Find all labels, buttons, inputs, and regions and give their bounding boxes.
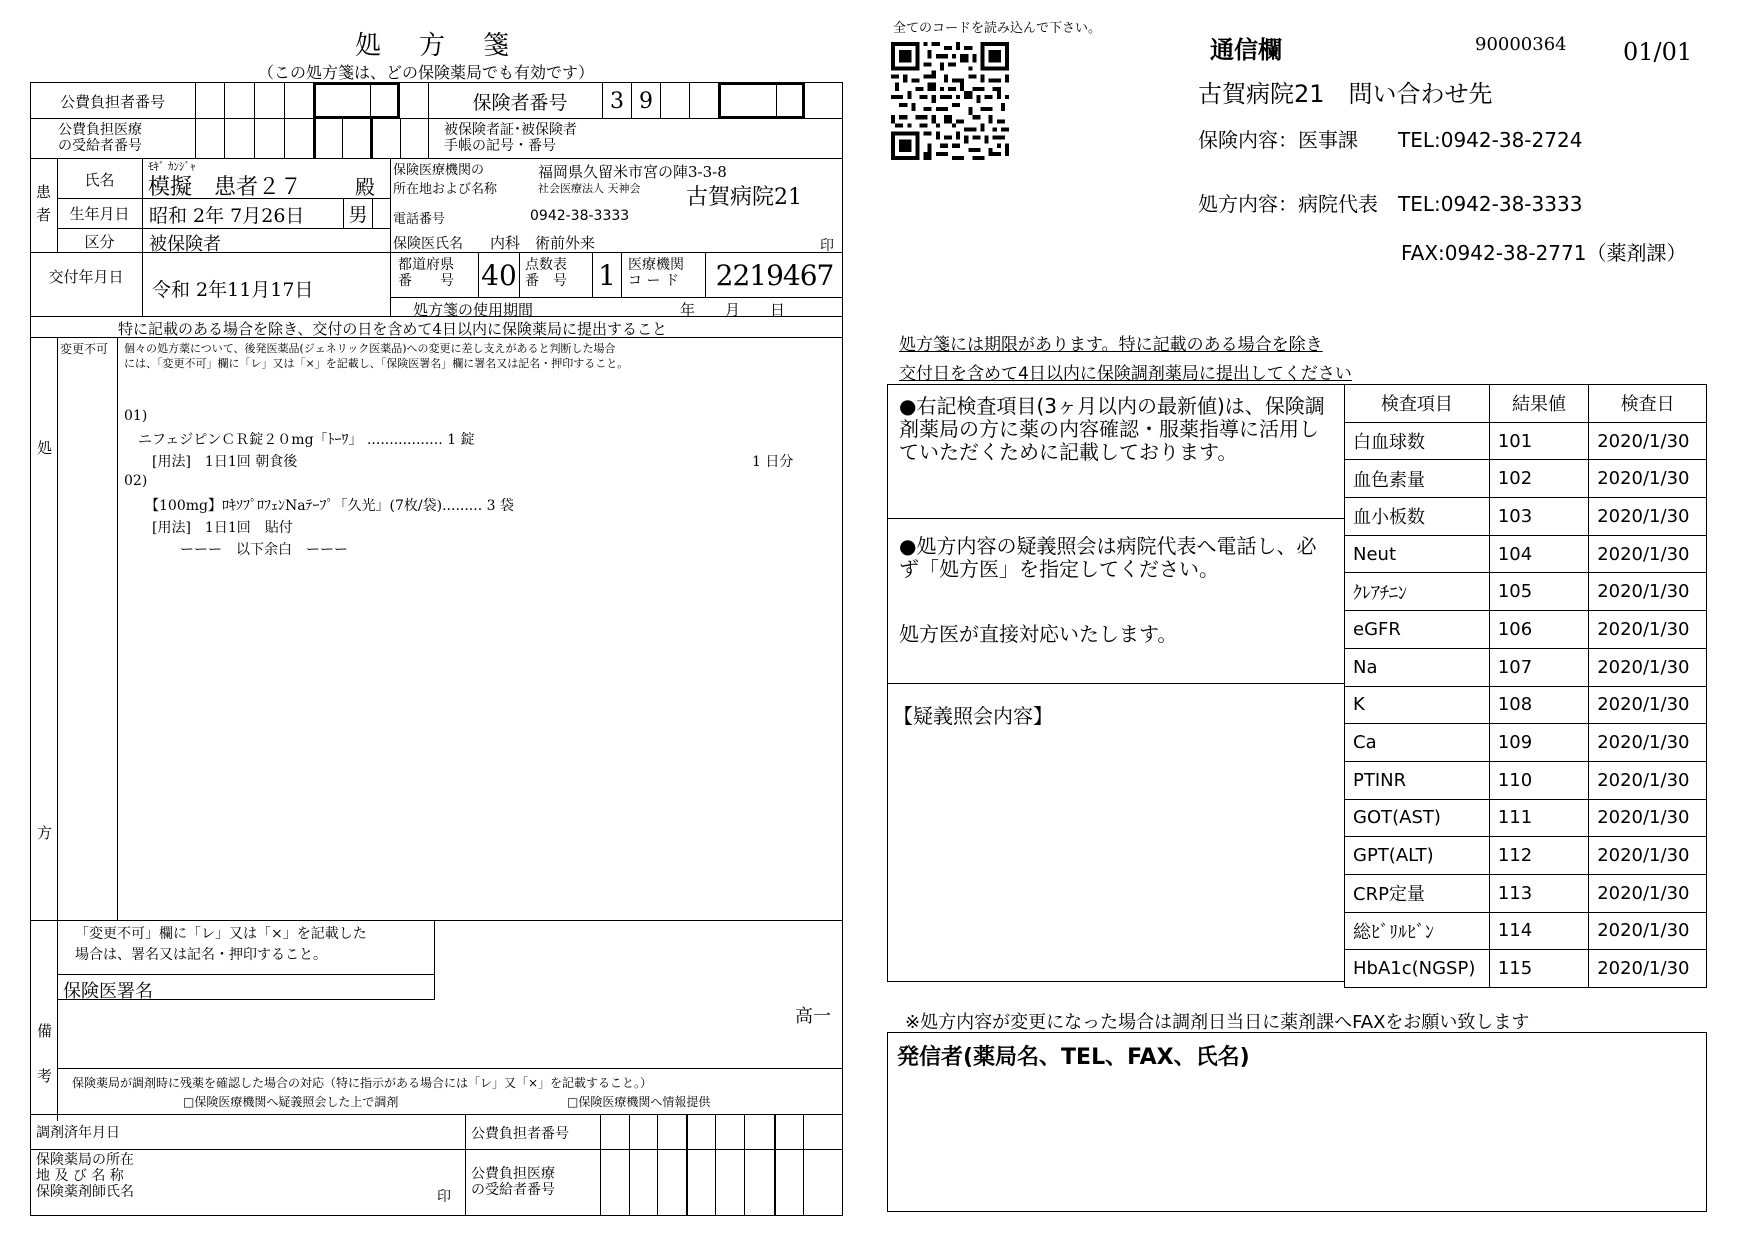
lab-item: Ca bbox=[1345, 724, 1490, 762]
sender-label: 発信者(薬局名、TEL、FAX、氏名) bbox=[897, 1045, 1250, 1070]
lab-date: 2020/1/30 bbox=[1589, 573, 1707, 611]
lab-value: 111 bbox=[1489, 799, 1588, 837]
issue-date: 令和 2年11月17日 bbox=[152, 279, 314, 301]
inst-code-value: 2219467 bbox=[715, 259, 834, 292]
lab-value: 115 bbox=[1489, 950, 1588, 988]
lab-date: 2020/1/30 bbox=[1589, 535, 1707, 573]
lab-value: 112 bbox=[1489, 837, 1588, 875]
lab-item: Na bbox=[1345, 648, 1490, 686]
comm-title: 通信欄 bbox=[1210, 36, 1282, 64]
name-kana: ﾓｷﾞ ｶﾝｼﾞｬ bbox=[148, 160, 196, 173]
public-recipient-label-2: 公費負担医療 の受給者番号 bbox=[471, 1166, 555, 1199]
pref-value: 40 bbox=[481, 259, 517, 292]
lab-row bbox=[1345, 912, 1707, 950]
lab-value: 101 bbox=[1489, 422, 1588, 460]
lab-row bbox=[1345, 874, 1707, 912]
pharmacy-seal: 印 bbox=[437, 1189, 451, 1205]
sex: 男 bbox=[348, 204, 368, 226]
lab-row bbox=[1345, 573, 1707, 611]
lab-row bbox=[1345, 724, 1707, 762]
valid-period-value: 年 月 日 bbox=[680, 301, 786, 319]
sign-note: 「変更不可」欄に「レ」又は「×」を記載した 場合は、署名又は記名・押印すること。 bbox=[75, 926, 367, 963]
pharmacy-label: 保険薬局の所在 地 及 び 名 称 保険薬剤師氏名 bbox=[36, 1152, 134, 1201]
insurer-box[interactable] bbox=[718, 82, 805, 119]
lab-date: 2020/1/30 bbox=[1589, 648, 1707, 686]
dispensed-label: 調剤済年月日 bbox=[36, 1125, 120, 1141]
remarks-name: 高一 bbox=[795, 1006, 831, 1027]
category-value: 被保険者 bbox=[149, 234, 221, 255]
lab-header-date: 検査日 bbox=[1589, 385, 1707, 423]
lab-value: 105 bbox=[1489, 573, 1588, 611]
fax-note: ※処方内容が変更になった場合は調剤日当日に薬剤課へFAXをお願い致します bbox=[905, 1012, 1530, 1033]
page-number: 01/01 bbox=[1623, 38, 1693, 66]
lab-date: 2020/1/30 bbox=[1589, 724, 1707, 762]
facility-label: 保険医療機関の 所在地および名称 bbox=[393, 163, 498, 197]
lab-row bbox=[1345, 950, 1707, 988]
contact-prescription: 処方内容：病院代表 TEL:0942-38-3333 bbox=[1198, 192, 1583, 216]
name-suffix: 殿 bbox=[355, 175, 375, 199]
rx-line: 02) bbox=[124, 473, 148, 489]
option-inquiry[interactable]: □保険医療機関へ疑義照会した上で調剤 bbox=[183, 1095, 399, 1109]
lab-value: 107 bbox=[1489, 648, 1588, 686]
lab-header-value: 結果値 bbox=[1489, 385, 1588, 423]
rx-side-bottom: 方 bbox=[37, 824, 53, 842]
lab-value: 106 bbox=[1489, 611, 1588, 649]
lab-item: Neut bbox=[1345, 535, 1490, 573]
inst-code-label: 医療機関 コ ー ド bbox=[628, 257, 684, 290]
public-recipient-label: 公費負担医療 の受給者番号 bbox=[58, 122, 142, 155]
contact-insurance: 保険内容：医事課 TEL:0942-38-2724 bbox=[1198, 128, 1583, 152]
facility-corp: 社会医療法人 天神会 bbox=[538, 182, 641, 195]
rx-line: [用法] 1日1回 貼付 bbox=[124, 520, 293, 536]
lab-item: 血色素量 bbox=[1345, 460, 1490, 498]
info-inquiry: ●処方内容の疑義照会は病院代表へ電話し、必ず「処方医」を指定してください。 bbox=[899, 534, 1317, 581]
name-label: 氏名 bbox=[84, 170, 115, 189]
public-payer-box[interactable] bbox=[313, 82, 400, 119]
lab-date: 2020/1/30 bbox=[1589, 912, 1707, 950]
lab-date: 2020/1/30 bbox=[1589, 837, 1707, 875]
points-label: 点数表 番 号 bbox=[525, 257, 567, 290]
lab-row bbox=[1345, 535, 1707, 573]
form-title: 処 方 箋 bbox=[355, 31, 516, 61]
public-payer-label: 公費負担者番号 bbox=[59, 92, 165, 111]
birth-label: 生年月日 bbox=[69, 205, 130, 223]
lab-row bbox=[1345, 611, 1707, 649]
patient-side-label: 患 者 bbox=[36, 183, 52, 224]
facility-address: 福岡県久留米市宮の陣3-3-8 bbox=[538, 163, 727, 181]
no-change-label: 変更不可 bbox=[60, 342, 109, 356]
doctor-seal: 印 bbox=[820, 238, 834, 254]
info-direct: 処方医が直接対応いたします。 bbox=[899, 622, 1178, 646]
lab-item: 白血球数 bbox=[1345, 422, 1490, 460]
lab-date: 2020/1/30 bbox=[1589, 799, 1707, 837]
lab-item: HbA1c(NGSP) bbox=[1345, 950, 1490, 988]
lab-item: K bbox=[1345, 686, 1490, 724]
deadline-line-2: 交付日を含めて4日以内に保険調剤薬局に提出してください bbox=[899, 364, 1352, 384]
info-lab-usage: ●右記検査項目(3ヶ月以内の最新値)は、保険調剤薬局の方に薬の内容確認・服薬指導に活用していただくために記載しております。 bbox=[899, 394, 1325, 464]
deadline-line-1: 処方箋には期限があります。特に記載のある場合を除き bbox=[899, 335, 1323, 355]
lab-row bbox=[1345, 648, 1707, 686]
generic-note-2: には、「変更不可」欄に「レ」又は「×」を記載し、「保険医署名」欄に署名又は記名・押印すること。 bbox=[124, 357, 629, 370]
insurer-label: 保険者番号 bbox=[472, 91, 568, 114]
lab-date: 2020/1/30 bbox=[1589, 498, 1707, 536]
contact-fax: FAX:0942-38-2771（薬剤課） bbox=[1401, 241, 1687, 265]
submission-notice: 特に記載のある場合を除き、交付の日を含めて4日以内に保険薬局に提出すること bbox=[118, 320, 667, 338]
scan-note: 全てのコードを読み込んで下さい。 bbox=[893, 21, 1102, 36]
lab-date: 2020/1/30 bbox=[1589, 422, 1707, 460]
valid-period-label: 処方箋の使用期間 bbox=[413, 301, 534, 319]
lab-item: 総ﾋﾞﾘﾙﾋﾞﾝ bbox=[1345, 912, 1490, 950]
pref-label: 都道府県 番 号 bbox=[398, 257, 454, 290]
phone-value: 0942-38-3333 bbox=[530, 208, 630, 224]
inquiry-label: 【疑義照会内容】 bbox=[893, 704, 1053, 728]
lab-date: 2020/1/30 bbox=[1589, 761, 1707, 799]
lab-date: 2020/1/30 bbox=[1589, 874, 1707, 912]
public-payer-label-2: 公費負担者番号 bbox=[471, 1126, 569, 1142]
lab-table bbox=[1344, 384, 1707, 988]
pharmacy-note: 保険薬局が調剤時に残薬を確認した場合の対応（特に指示がある場合には「レ」又「×」を記載すること。） bbox=[72, 1076, 653, 1090]
lab-value: 113 bbox=[1489, 874, 1588, 912]
category-label: 区分 bbox=[84, 232, 115, 251]
lab-item: eGFR bbox=[1345, 611, 1490, 649]
lab-value: 114 bbox=[1489, 912, 1588, 950]
rx-line: 【100mg】ﾛｷｿﾌﾟﾛﾌｪﾝNaﾃｰﾌﾟ「久光」(7枚/袋)......... 3 袋 bbox=[124, 498, 514, 514]
rx-line: 01) bbox=[124, 408, 148, 424]
lab-row bbox=[1345, 422, 1707, 460]
lab-value: 102 bbox=[1489, 460, 1588, 498]
doctor-value: 内科 術前外来 bbox=[490, 234, 596, 252]
generic-note-1: 個々の処方薬について、後発医薬品(ジェネリック医薬品)への変更に差し支えがあると判断した場合 bbox=[124, 342, 616, 355]
points-value: 1 bbox=[598, 259, 616, 292]
lab-row bbox=[1345, 686, 1707, 724]
form-subtitle: （この処方箋は、どの保険薬局でも有効です） bbox=[258, 63, 595, 82]
insurer-digit-2: 9 bbox=[639, 88, 653, 114]
rx-line: ーーー 以下余白 ーーー bbox=[124, 542, 348, 558]
lab-header-item: 検査項目 bbox=[1345, 385, 1490, 423]
insured-card-label: 被保険者証･被保険者 手帳の記号・番号 bbox=[444, 122, 577, 155]
lab-date: 2020/1/30 bbox=[1589, 686, 1707, 724]
lab-value: 109 bbox=[1489, 724, 1588, 762]
birth-date: 昭和 2年 7月26日 bbox=[149, 205, 305, 227]
lab-date: 2020/1/30 bbox=[1589, 460, 1707, 498]
rx-line: [用法] 1日1回 朝食後 bbox=[124, 454, 298, 470]
lab-value: 104 bbox=[1489, 535, 1588, 573]
rx-side-top: 処 bbox=[37, 439, 53, 457]
lab-value: 110 bbox=[1489, 761, 1588, 799]
lab-item: CRP定量 bbox=[1345, 874, 1490, 912]
lab-item: 血小板数 bbox=[1345, 498, 1490, 536]
doctor-label: 保険医氏名 bbox=[393, 236, 463, 252]
qr-code-icon bbox=[891, 42, 1009, 160]
lab-row bbox=[1345, 498, 1707, 536]
contact-header: 古賀病院21 問い合わせ先 bbox=[1198, 80, 1493, 108]
lab-date: 2020/1/30 bbox=[1589, 950, 1707, 988]
facility-name: 古賀病院21 bbox=[686, 185, 802, 210]
lab-value: 108 bbox=[1489, 686, 1588, 724]
phone-label: 電話番号 bbox=[393, 212, 446, 227]
sign-label[interactable]: 保険医署名 bbox=[63, 981, 153, 1002]
lab-row bbox=[1345, 761, 1707, 799]
lab-date: 2020/1/30 bbox=[1589, 611, 1707, 649]
lab-row bbox=[1345, 799, 1707, 837]
rx-days: 1 日分 bbox=[752, 454, 794, 470]
patient-name: 模擬 患者２７ bbox=[148, 175, 303, 200]
lab-item: GOT(AST) bbox=[1345, 799, 1490, 837]
lab-header-row bbox=[1345, 385, 1707, 423]
doc-number: 90000364 bbox=[1475, 34, 1567, 55]
lab-row bbox=[1345, 460, 1707, 498]
issue-label: 交付年月日 bbox=[48, 268, 124, 286]
option-info[interactable]: □保険医療機関へ情報提供 bbox=[567, 1095, 711, 1109]
lab-item: PTINR bbox=[1345, 761, 1490, 799]
lab-value: 103 bbox=[1489, 498, 1588, 536]
rx-line: ニフェジピンＣＲ錠２０mg「ﾄｰﾜ」 ................. 1 錠 bbox=[124, 432, 475, 448]
insurer-digit-1: 3 bbox=[610, 88, 624, 114]
lab-item: ｸﾚｱﾁﾆﾝ bbox=[1345, 573, 1490, 611]
lab-row bbox=[1345, 837, 1707, 875]
remarks-side: 備 考 bbox=[37, 1022, 53, 1085]
lab-item: GPT(ALT) bbox=[1345, 837, 1490, 875]
